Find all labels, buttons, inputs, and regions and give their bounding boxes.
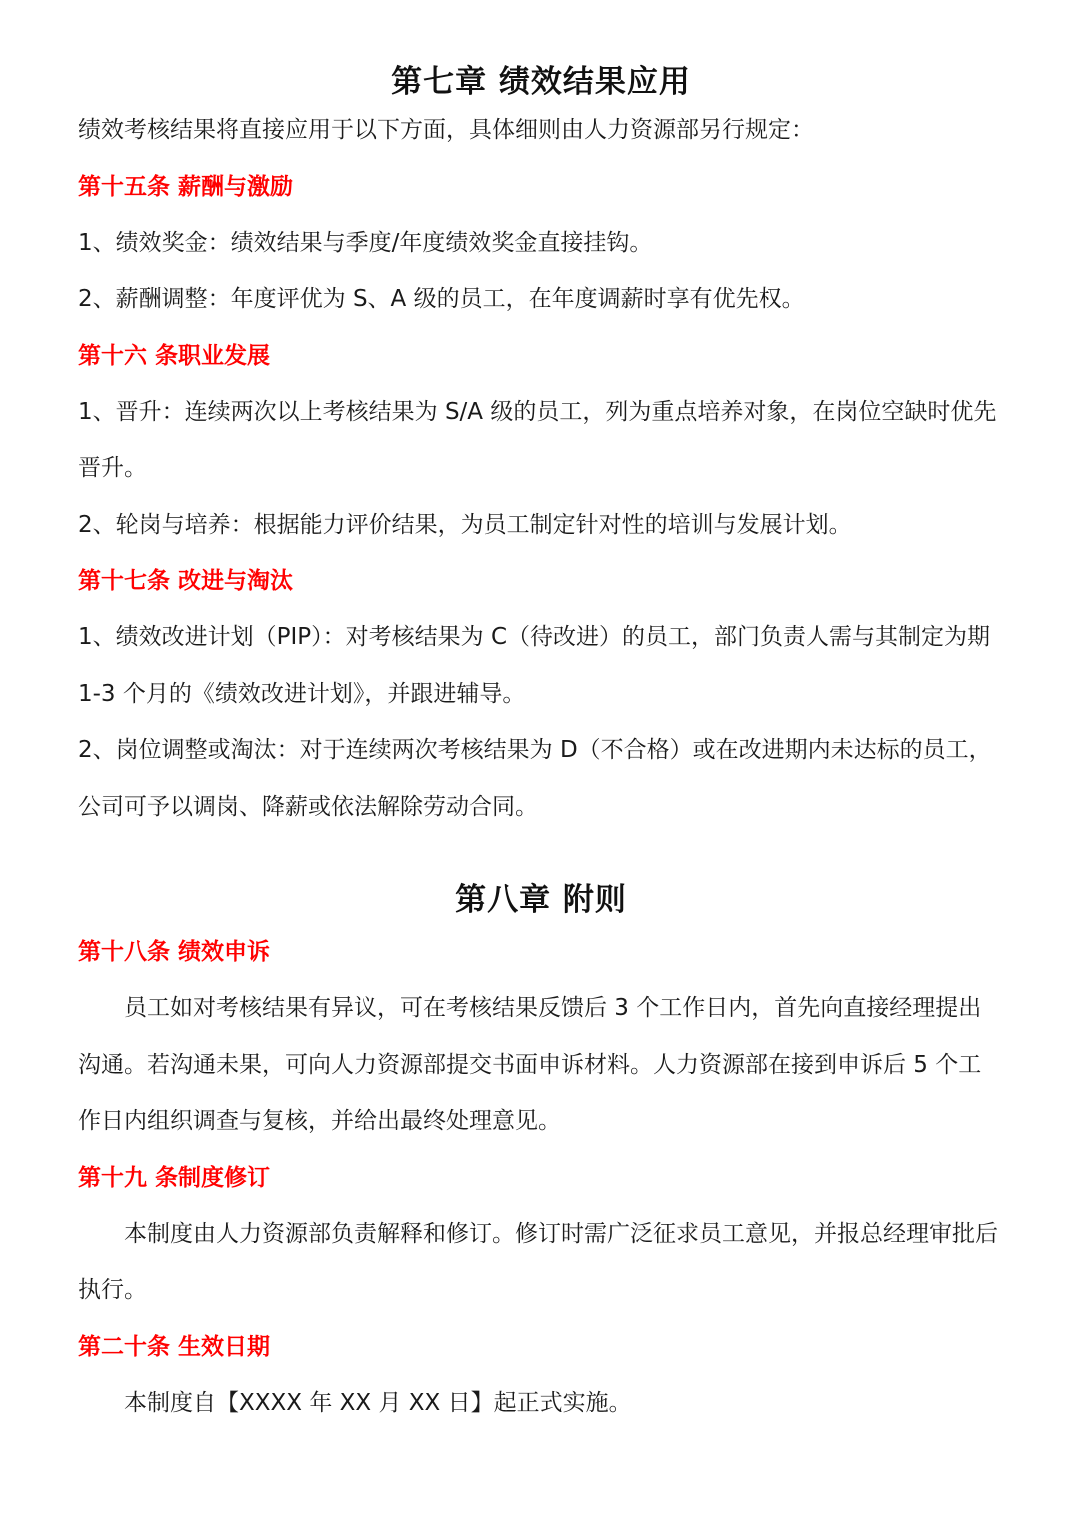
article-15-item-2: 2、薪酬调整：年度评优为 S、A 级的员工，在年度调薪时享有优先权。 [78,286,805,312]
article-16-item-2: 2、轮岗与培养：根据能力评价结果，为员工制定针对性的培训与发展计划。 [78,511,852,538]
article-18-body: 员工如对考核结果有异议，可在考核结果反馈后 3 个工作日内，首先向直接经理提出沟通。若沟通未果，可向人力资源部提交书面申诉材料。人力资源部在接到申诉后 5 个工作日内组织调查与复核，并给出最终处理意见。 [78,995,982,1134]
article-20-body: 本制度自【XXXX 年 XX 月 XX 日】起正式实施。 [124,1389,632,1416]
article-16-heading: 第十六 条职业发展 [78,342,271,369]
article-17-item-2: 2、岗位调整或淘汰：对于连续两次考核结果为 D（不合格）或在改进期内未达标的员工，公司可予以调岗、降薪或依法解除劳动合同。 [78,737,992,820]
chapter-7-intro: 绩效考核结果将直接应用于以下方面，具体细则由人力资源部另行规定： [78,117,814,143]
article-18-heading: 第十八条 绩效申诉 [78,939,271,965]
article-17-heading: 第十七条 改进与淘汰 [78,568,294,594]
article-19-heading: 第十九 条制度修订 [78,1164,271,1191]
article-20-heading: 第二十条 生效日期 [78,1333,271,1360]
article-15-heading: 第十五条 薪酬与激励 [78,173,294,200]
chapter-8-title: 第八章 附则 [455,882,627,918]
document-page [78,0,1004,1431]
article-17-item-1: 1、绩效改进计划（PIP）：对考核结果为 C（待改进）的员工，部门负责人需与其制定为期 1-3 个月的《绩效改进计划》，并跟进辅导。 [78,624,991,707]
article-19-body: 本制度由人力资源部负责解释和修订。修订时需广泛征求员工意见，并报总经理审批后执行。 [78,1220,998,1303]
chapter-7-title: 第七章 绩效结果应用 [391,64,691,100]
article-16-item-1: 1、晋升：连续两次以上考核结果为 S/A 级的员工，列为重点培养对象，在岗位空缺时优先晋升。 [78,398,997,481]
article-15-item-1: 1、绩效奖金：绩效结果与季度/年度绩效奖金直接挂钩。 [78,229,653,256]
